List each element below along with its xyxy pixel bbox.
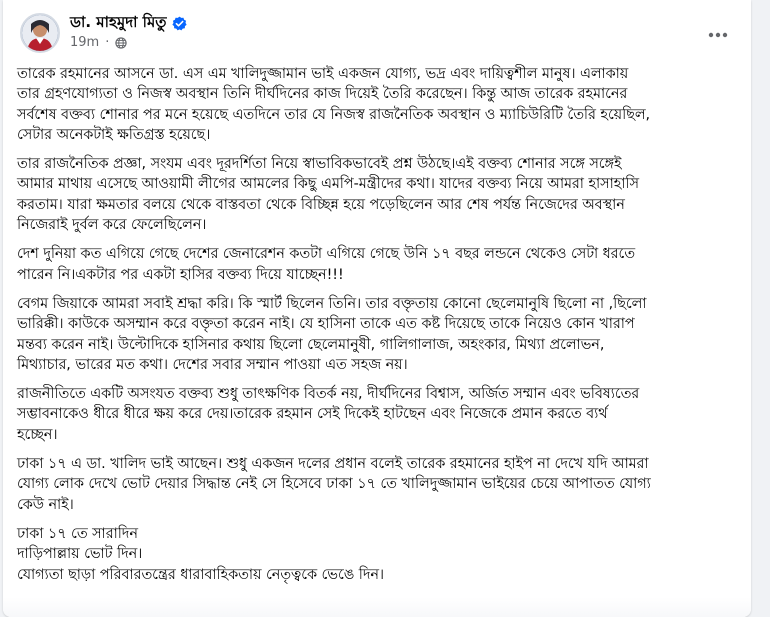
avatar-image-icon [22, 15, 58, 51]
meta-separator: · [105, 35, 110, 50]
post-text-line: রাজনীতিতে একটি অসংযত বক্তব্য শুধু তাৎক্ষণিক বিতর্ক নয়, দীর্ঘদিনের বিশ্বাস, অর্জিত সম্মান এবং ভবিষ্যতের [17, 386, 640, 403]
post-paragraph [17, 154, 737, 235]
page-background-gutter [751, 0, 770, 617]
post-body [17, 64, 737, 594]
post-paragraph [17, 454, 737, 515]
post-header [3, 0, 751, 60]
post-paragraph [17, 64, 737, 145]
author-name[interactable]: ডা. মাহমুদা মিতু [70, 13, 167, 31]
post-text-line: দাড়িপাল্লায় ভোট দিন। [17, 546, 143, 563]
post-text-line: করতাম। যারা ক্ষমতার বলয়ে থেকে বাস্তবতা থেকে বিচ্ছিন্ন হয়ে পড়েছিলেন আর শেষ পর্যন্ত নিজেদের অবস্থান [17, 196, 625, 213]
post-text-line: আমার মাথায় এসেছে আওয়ামী লীগের আমলের কিছু এমপি-মন্ত্রীদের কথা। যাদের বক্তব্য নিয়ে আমরা হাসাহাসি [17, 176, 639, 193]
post-paragraph [17, 384, 737, 445]
post-text-line: হচ্ছেন। [17, 426, 58, 443]
post-text-line: ভারিক্কী। কাউকে অসম্মান করে বক্তৃতা করেন নাই। যে হাসিনা তাকে এত কষ্ট দিয়েছে তাকে নিয়েও কোন খারাপ [17, 316, 635, 333]
post-text-line: যোগ্য লোক দেখে ভোট দেয়ার সিদ্ধান্ত নেই সে হিসেবে ঢাকা ১৭ তে খালিদুজ্জামান ভাইয়ের চেয়ে আপাতত যোগ্য [17, 476, 651, 493]
globe-icon[interactable] [115, 37, 127, 49]
post-paragraph [17, 524, 737, 585]
post-text-line: যোগ্যতা ছাড়া পরিবারতন্ত্রের ধারাবাহিকতায় নেতৃত্বকে ভেঙে দিন। [17, 566, 384, 583]
post-text-line: মন্তব্য করেন নাই। উল্টোদিকে হাসিনার কথায় ছিলো ছেলেমানুষী, গালিগালাজ, অহংকার, মিথ্যা প্রলোভন, [17, 336, 605, 353]
verified-badge-icon [172, 16, 187, 31]
post-text-line: তারেক রহমানের আসনে ডা. এস এম খালিদুজ্জামান ভাই একজন যোগ্য, ভদ্র এবং দায়িত্বশীল মানুষ। এলাকায় [17, 66, 629, 82]
post-timestamp[interactable]: 19m [70, 35, 100, 50]
post-paragraph [17, 294, 737, 375]
post-text-line: তার রাজনৈতিক প্রজ্ঞা, সংযম এবং দূরদর্শিতা নিয়ে স্বাভাবিকভাবেই প্রশ্ন উঠছে।এই বক্তব্য শোনার সঙ্গে সঙ্গেই [17, 156, 622, 173]
post-text-line: ঢাকা ১৭ এ ডা. খালিদ ভাই আছেন। শুধু একজন দলের প্রধান বলেই তারেক রহমানের হাইপ না দেখে যদি আমরা [17, 456, 649, 473]
post-text-line: সর্বশেষ বক্তব্য শোনার পর মনে হয়েছে এতদিনে তার যে নিজস্ব রাজনৈতিক অবস্থান ও ম্যাচিউরিটি তৈরি হয়েছিল, [17, 106, 651, 123]
post-text-line: তার গ্রহণযোগ্যতা ও নিজস্ব অবস্থান তিনি দীর্ঘদিনের কাজ দিয়েই তৈরি করেছেন। কিন্তু আজ তারেক রহমানের [17, 86, 628, 103]
more-horizontal-icon [708, 32, 728, 38]
more-options-button[interactable] [700, 17, 736, 53]
post-text-line: দেশ দুনিয়া কত এগিয়ে গেছে দেশের জেনারেশন কতটা এগিয়ে গেছে উনি ১৭ বছর লন্ডনে থেকেও সেটা ধরতে [17, 246, 636, 263]
post-paragraph [17, 244, 737, 285]
post-text-line: সম্ভাবনাকেও ধীরে ধীরে ক্ষয় করে দেয়।তারেক রহমান সেই দিকেই হাটছেন এবং নিজেকে প্রমান করতে ব্যর্থ [17, 406, 608, 423]
post-footer-strip [3, 597, 751, 617]
post-text-line: পারেন নি।একটার পর একটা হাসির বক্তব্য দিয়ে যাচ্ছেন!!! [17, 266, 344, 283]
post-text-line: নিজেরাই দুর্বল করে ফেলেছিলেন। [17, 217, 207, 234]
post-text-line: বেগম জিয়াকে আমরা সবাই শ্রদ্ধা করি। কি স্মার্ট ছিলেন তিনি। তার বক্তৃতায় কোনো ছেলেমানুষি ছিলো না ,ছিলো [17, 295, 647, 312]
post-text-line: ঢাকা ১৭ তে সারাদিন [17, 525, 138, 542]
post-text-line: কেউ নাই। [17, 496, 74, 513]
author-avatar[interactable] [20, 13, 60, 53]
post-card [3, 0, 751, 617]
author-line [70, 11, 187, 36]
post-meta [70, 35, 127, 50]
post-text-line: সেটার অনেকটাই ক্ষতিগ্রস্ত হয়েছে। [17, 126, 211, 143]
post-text-line: মিথ্যাচার, ভারের মত কথা। দেশের সবার সম্মান পাওয়া এত সহজ নয়। [17, 356, 408, 373]
